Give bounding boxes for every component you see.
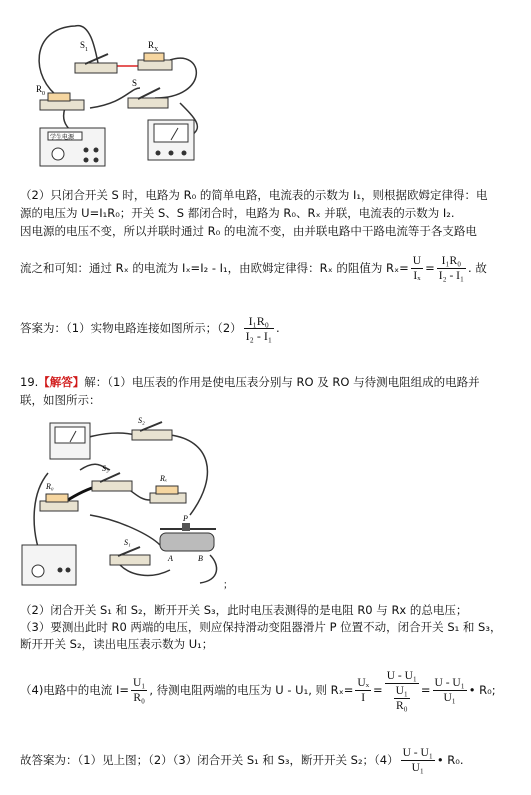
answer19-fraction: $\frac{\text{U - U₁}}{\text{U₁}}$ — [402, 747, 433, 774]
label-s: S — [132, 78, 138, 88]
label-r0: R₀ — [46, 482, 54, 491]
svg-text:RX: $R_X$ — [148, 40, 159, 53]
p2-line3: 因电源的电压不变，所以并联时通过 R₀ 的电流不变，由并联电路中干路电流等于各支路电 — [20, 224, 477, 238]
circuit-figure-1 — [20, 8, 220, 168]
p2-line2: 源的电压为 U=I₁R₀；开关 S、S 都闭合时，电路为 R₀、Rₓ 并联，电流表的示数为 I₂. — [20, 206, 455, 220]
label-s1: S₁ — [124, 538, 131, 547]
svg-text:R0: $R_0$ — [36, 84, 46, 97]
step-3a: （3）要测出此时 R0 两端的电压，则应保持滑动变阻器滑片 P 位置不动，闭合开关 S₁ 和 S₃， — [20, 620, 502, 634]
svg-text:S1: $S_1$ — [80, 40, 89, 53]
fraction-u-over-ix: $\frac{U}{\text{Iₓ}}$ — [412, 255, 422, 282]
q19-line2: 联，如图所示： — [20, 393, 101, 407]
answer-19: 故答案为：（1）见上图；（2）（3）闭合开关 S₁ 和 S₃，断开开关 S₂；（4） $\frac{\text{U - U₁}}{\text{U₁}}$ • R₀. — [20, 747, 464, 774]
label-a: A — [168, 554, 173, 563]
label-p: P — [183, 514, 188, 523]
supply-label: 学生电源 — [50, 134, 75, 141]
fraction-compound: $\frac{\text{U - U₁}}{\frac{\text{U₁}}{\text{R₀}}}$ — [386, 669, 417, 712]
p2-line1: （2）只闭合开关 S 时，电路为 R₀ 的简单电路，电流表的示数为 I₁，则根据欧姆定律得：电 — [20, 188, 488, 202]
fraction-u1-over-r0: $\frac{\text{U₁}}{\text{R₀}}$ — [133, 677, 146, 704]
question-number: 19. — [20, 375, 39, 389]
answer-18: 答案为：（1）实物电路连接如图所示；（2） $\frac{\text{I₁R₀}}{\text{I₂ - I₁}}$ . — [20, 314, 280, 343]
p2-line4: 流之和可知：通过 Rₓ 的电流为 Iₓ=I₂ - I₁，由欧姆定律得：Rₓ 的阻值为 Rₓ= $\frac{U}{\text{Iₓ}}$ = $\frac{\text{I₁R₀}}{\text{I₂ - I₁}}$ . 故 — [20, 255, 487, 282]
step-3b: 断开开关 S₂，读出电压表示数为 U₁； — [20, 637, 214, 651]
fraction-ux-over-i: $\frac{\text{Uₓ}}{I}$ — [357, 677, 370, 704]
label-rx: Rₓ — [160, 474, 168, 483]
q19-line1: 19.【解答】解：（1）电压表的作用是使电压表分别与 RO 及 RO 与待测电阻组成的电路并 — [20, 375, 480, 389]
step-4: （4)电路中的电流 I= $\frac{\text{U₁}}{\text{R₀}}$ , 待测电阻两端的电压为 U - U₁, 则 Rₓ= $\frac{\text{Uₓ}}{I}$ = $\frac{\text{U - U₁}}{\frac{\text{U₁}}{\text{R₀}}}$ = $\frac{\text{U - U₁}}{\text{U₁}}$ • R₀; — [20, 669, 496, 712]
label-r0: R — [36, 84, 43, 94]
fraction-i1r0-over-i2-i1: $\frac{\text{I₁R₀}}{\text{I₂ - I₁}}$ — [438, 255, 465, 282]
figure-semicolon: ； — [223, 580, 233, 591]
label-rx: R — [148, 40, 155, 50]
label-s3: S₃ — [102, 464, 109, 473]
answer18-fraction: $\frac{\text{I₁R₀}}{\text{I₂ - I₁}}$ — [245, 314, 272, 343]
step-2: （2）闭合开关 S₁ 和 S₂，断开开关 S₃，此时电压表测得的是电阻 R0 与 Rx 的总电压； — [20, 603, 468, 617]
circuit-figure-2 — [20, 415, 233, 591]
label-s2: S₂ — [138, 416, 145, 425]
label-b: B — [198, 554, 203, 563]
label-s1: S — [80, 40, 86, 50]
fraction-u-u1-over-u1: $\frac{\text{U - U₁}}{\text{U₁}}$ — [434, 677, 465, 704]
answer-tag: 【解答】 — [38, 375, 85, 389]
